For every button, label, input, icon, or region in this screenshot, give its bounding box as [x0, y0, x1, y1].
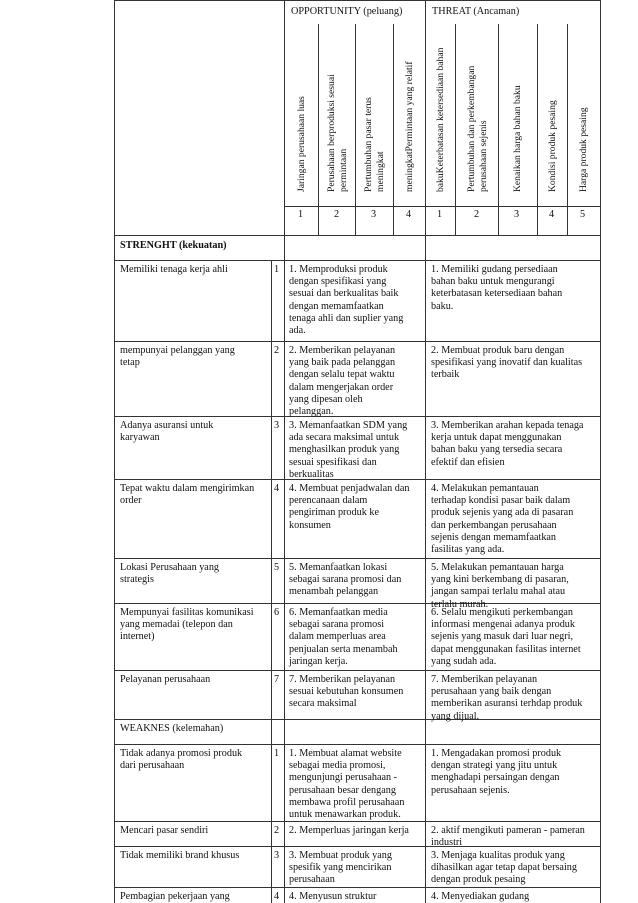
weakness-wo-strategy-line: membawa profil perusahaan: [289, 796, 405, 808]
strength-factor-label: mempunyai pelanggan yang: [120, 345, 235, 356]
table-row-divider: [114, 744, 601, 745]
strength-so-strategy-line: sesuai dan berkualitas baik: [289, 288, 399, 300]
strength-st-strategy-line: sejenis yang masuk dari luar negri,: [431, 631, 574, 643]
strength-factor-label: Tepat waktu dalam mengirimkan: [120, 483, 255, 494]
table-row-divider: [114, 260, 601, 261]
header-subcolumn-divider: [355, 24, 356, 235]
weakness-wt-strategy-line: menghadapi persaingan dengan: [431, 772, 560, 784]
weakness-wo-strategy-line: 2. Memperluas jaringan kerja: [289, 825, 409, 836]
header-subcolumn-divider: [455, 24, 456, 235]
threat-column-label: Kenaikan harga bahan baku: [512, 85, 523, 192]
table-row-divider: [114, 719, 601, 720]
strength-st-strategy-line: 2. Membuat produk baru dengan: [431, 345, 565, 356]
strength-st-strategy-line: terhadap kondisi pasar baik dalam: [431, 495, 571, 507]
strength-so-strategy-line: berkualitas: [289, 468, 334, 480]
strength-so-strategy-line: dengan memamfaatkan: [289, 300, 384, 312]
weakness-factor-label: Mencari pasar sendiri: [120, 825, 209, 836]
table-row-divider: [114, 558, 601, 559]
strength-so-strategy-line: jaringan kerja.: [289, 655, 348, 667]
strength-so-strategy-line: 2. Memberikan pelayanan: [289, 345, 396, 356]
strength-so-strategy-line: perencanaan dalam: [289, 495, 368, 507]
strength-st-strategy-line: perusahaan yang baik dengan: [431, 686, 552, 698]
strength-factor-number: 3: [274, 420, 280, 431]
threat-number: 1: [437, 209, 443, 220]
strength-st-strategy-line: terlalu murah.: [431, 598, 489, 610]
weakness-wt-strategy-line: dihasilkan agar tetap dapat bersaing: [431, 862, 577, 874]
weakness-section-title: WEAKNES (kelemahan): [120, 723, 224, 734]
strength-st-strategy-line: kerja untuk dapat menggunakan: [431, 432, 562, 444]
table-row-divider: [284, 206, 601, 207]
weakness-wt-strategy-line: 1. Mengadakan promosi produk: [431, 748, 562, 759]
strength-st-strategy-line: yang dijual.: [431, 710, 480, 722]
weakness-factor-number: 3: [274, 850, 280, 861]
threat-number: 4: [549, 209, 555, 220]
weakness-factor-label: Pembagian pekerjaan yang: [120, 891, 230, 902]
threat-column-label: bakuKeterbatasan ketersediaan bahan: [435, 47, 446, 192]
weakness-factor-label: dari perusahaan: [120, 760, 185, 772]
weakness-wt-strategy-line: perusahaan sejenis.: [431, 784, 510, 796]
strength-factor-label: karyawan: [120, 432, 160, 444]
strength-st-strategy-line: spesifikasi yang inovatif dan kualitas: [431, 357, 583, 369]
weakness-wo-strategy-line: sebagai media promosi,: [289, 760, 386, 772]
weakness-wo-strategy-line: perusahaan: [289, 874, 335, 886]
opportunity-column-label: Jaringan perusahaan luas: [296, 96, 307, 192]
strength-st-strategy-line: informasi mengenai adanya produk: [431, 619, 575, 631]
weakness-wo-strategy-line: 3. Membuat produk yang: [289, 850, 392, 861]
strength-factor-number: 1: [274, 264, 280, 275]
strength-so-strategy-line: yang baik pada pelanggan: [289, 357, 396, 369]
table-row-divider: [114, 341, 601, 342]
threat-number: 2: [474, 209, 480, 220]
strength-st-strategy-line: yang sudah ada.: [431, 655, 497, 667]
strength-st-strategy-line: 1. Memiliki gudang persediaan: [431, 264, 558, 275]
strength-st-strategy-line: efektif dan efisien: [431, 456, 505, 468]
weakness-wo-strategy-line: 4. Menyusun struktur: [289, 891, 377, 902]
strength-so-strategy-line: dalam mengerjakan order: [289, 381, 394, 393]
header-subcolumn-divider: [393, 24, 394, 235]
strength-st-strategy-line: memberikan asuransi terhdap produk: [431, 698, 583, 710]
table-row-divider: [114, 670, 601, 671]
header-subcolumn-divider: [567, 24, 568, 235]
opportunity-number: 1: [298, 209, 304, 220]
table-row-divider: [114, 479, 601, 480]
strength-st-strategy-line: 6. Selalu mengikuti perkembangan: [431, 607, 574, 618]
weakness-wt-strategy-line: 2. aktif mengikuti pameran - pameran: [431, 825, 585, 836]
strength-so-strategy-line: ada secara maksimal untuk: [289, 432, 400, 444]
header-subcolumn-divider: [318, 24, 319, 235]
strength-st-strategy-line: bahan baku untuk mengurangi: [431, 276, 555, 288]
strength-factor-label: strategis: [120, 574, 154, 586]
strength-st-strategy-line: sejenis dengan memamfaatkan: [431, 531, 557, 543]
strength-st-strategy-line: 3. Memberikan arahan kepada tenaga: [431, 420, 584, 431]
strength-so-strategy-line: pelanggan.: [289, 406, 334, 417]
opportunity-number: 4: [406, 209, 412, 220]
weakness-wo-strategy-line: untuk menawarkan produk.: [289, 809, 401, 820]
threat-title: THREAT (Ancaman): [432, 6, 520, 17]
strength-so-strategy-line: penjualan serta menambah: [289, 643, 398, 655]
opportunity-title: OPPORTUNITY (peluang): [291, 6, 403, 17]
table-row-divider: [114, 603, 601, 604]
threat-column-label: perusahaan sejenis: [478, 120, 489, 192]
strength-so-strategy-line: sebagai sarana promosi dan: [289, 574, 402, 586]
strength-factor-label: Lokasi Perusahaan yang: [120, 562, 220, 573]
strength-st-strategy-line: fasilitas yang ada.: [431, 544, 505, 555]
table-row-divider: [114, 846, 601, 847]
strength-st-strategy-line: jangan sampai terlalu mahal atau: [431, 586, 566, 598]
strength-so-strategy-line: 7. Memberikan pelayanan: [289, 674, 396, 685]
strength-so-strategy-line: sesuai kebutuhan konsumen: [289, 686, 404, 698]
strength-factor-number: 4: [274, 483, 280, 494]
strength-st-strategy-line: 7. Memberikan pelayanan: [431, 674, 538, 685]
strength-factor-number: 5: [274, 562, 280, 573]
threat-column-label: Pertumbuhan dan perkembangan: [466, 65, 477, 192]
opportunity-column-label: Pertumbuhan pasar terus: [363, 97, 374, 192]
strength-st-strategy-line: 5. Melakukan pemantauan harga: [431, 562, 564, 573]
strength-factor-label: tetap: [120, 357, 140, 369]
strength-factor-label: Mempunyai fasilitas komunikasi: [120, 607, 254, 618]
table-column-divider: [114, 0, 115, 903]
strength-factor-label: Adanya asuransi untuk: [120, 420, 214, 431]
strength-so-strategy-line: dalam memperluas area: [289, 631, 386, 643]
strength-so-strategy-line: sesuai spesifikasi dan: [289, 456, 377, 468]
strength-so-strategy-line: dengan selalu tepat waktu: [289, 369, 395, 381]
strength-st-strategy-line: baku.: [431, 300, 454, 312]
strength-so-strategy-line: menambah pelanggan: [289, 586, 379, 598]
weakness-factor-number: 2: [274, 825, 280, 836]
strength-so-strategy-line: 5. Memanfaatkan lokasi: [289, 562, 388, 573]
weakness-wt-strategy-line: 3. Menjaga kualitas produk yang: [431, 850, 565, 861]
strength-factor-label: Pelayanan perusahaan: [120, 674, 211, 685]
table-column-divider: [284, 0, 285, 903]
weakness-wt-strategy-line: dengan produk pesaing: [431, 874, 526, 886]
strength-factor-number: 7: [274, 674, 280, 685]
header-subcolumn-divider: [537, 24, 538, 235]
strength-factor-label: Memiliki tenaga kerja ahli: [120, 264, 228, 275]
threat-column-label: Harga produk pesaing: [578, 107, 589, 192]
weakness-factor-number: 4: [274, 891, 280, 902]
threat-number: 5: [580, 209, 586, 220]
strength-factor-number: 6: [274, 607, 280, 618]
strength-so-strategy-line: secara maksimal: [289, 698, 357, 710]
strength-factor-label: internet): [120, 631, 155, 643]
table-row-divider: [114, 0, 601, 1]
table-row-divider: [114, 235, 601, 236]
weakness-factor-number: 1: [274, 748, 280, 759]
opportunity-column-label: Perusahaan berproduksi sesuai: [326, 74, 337, 192]
threat-number: 3: [514, 209, 520, 220]
table-row-divider: [114, 887, 601, 888]
strength-st-strategy-line: dan perkembangan perusahaan: [431, 519, 557, 531]
strength-factor-label: yang memadai (telepon dan: [120, 619, 233, 631]
strength-st-strategy-line: 4. Melakukan pemantauan: [431, 483, 539, 494]
strength-so-strategy-line: 6. Memanfaatkan media: [289, 607, 388, 618]
weakness-wo-strategy-line: mengunjungi perusahaan -: [289, 772, 398, 784]
header-subcolumn-divider: [498, 24, 499, 235]
weakness-wo-strategy-line: 1. Membuat alamat website: [289, 748, 402, 759]
strength-st-strategy-line: produk sejenis yang ada di pasaran: [431, 507, 574, 519]
strength-section-title: STRENGHT (kekuatan): [120, 240, 227, 251]
weakness-factor-label: Tidak memiliki brand khusus: [120, 850, 240, 861]
strength-so-strategy-line: pengiriman produk ke: [289, 507, 379, 519]
strength-so-strategy-line: konsumen: [289, 519, 331, 531]
strength-so-strategy-line: dengan spesifikasi yang: [289, 276, 387, 288]
opportunity-column-label: permintaan: [338, 148, 349, 192]
table-column-divider: [600, 0, 601, 903]
weakness-wt-strategy-line: industri: [431, 837, 463, 849]
weakness-factor-label: Tidak adanya promosi produk: [120, 748, 243, 759]
opportunity-number: 3: [371, 209, 377, 220]
opportunity-number: 2: [334, 209, 340, 220]
weakness-wo-strategy-line: perusahaan besar dengang: [289, 784, 396, 796]
weakness-wo-strategy-line: spesifik yang mencirikan: [289, 862, 392, 874]
number-column-divider: [271, 260, 272, 903]
weakness-wt-strategy-line: dengan strategi yang jitu untuk: [431, 760, 558, 772]
strength-st-strategy-line: yang kini berkembang di pasaran,: [431, 574, 569, 586]
strength-so-strategy-line: menghasilkan produk yang: [289, 444, 400, 456]
opportunity-column-label: meningkat: [375, 151, 386, 192]
strength-st-strategy-line: terbaik: [431, 369, 460, 381]
threat-column-label: Kondisi produk pesaing: [547, 100, 558, 192]
table-column-divider: [425, 0, 426, 903]
strength-so-strategy-line: sebagai sarana promosi: [289, 619, 385, 631]
strength-st-strategy-line: dapat menggunakan fasilitas internet: [431, 643, 581, 655]
strength-st-strategy-line: keterbatasan ketersediaan bahan: [431, 288, 563, 300]
opportunity-column-label: meningkatPermintaan yang relatif: [404, 61, 415, 192]
strength-so-strategy-line: 1. Memproduksi produk: [289, 264, 388, 275]
strength-so-strategy-line: 3. Memanfaatkan SDM yang: [289, 420, 408, 431]
strength-so-strategy-line: tenaga ahli dan suplier yang: [289, 312, 404, 324]
table-row-divider: [114, 416, 601, 417]
strength-so-strategy-line: 4. Membuat penjadwalan dan: [289, 483, 410, 494]
strength-so-strategy-line: ada.: [289, 325, 306, 336]
strength-factor-label: order: [120, 495, 142, 507]
strength-so-strategy-line: yang dipesan oleh: [289, 393, 363, 405]
strength-st-strategy-line: bahan baku yang tersedia secara: [431, 444, 563, 456]
strength-factor-number: 2: [274, 345, 280, 356]
weakness-wt-strategy-line: 4. Menyediakan gudang: [431, 891, 530, 902]
